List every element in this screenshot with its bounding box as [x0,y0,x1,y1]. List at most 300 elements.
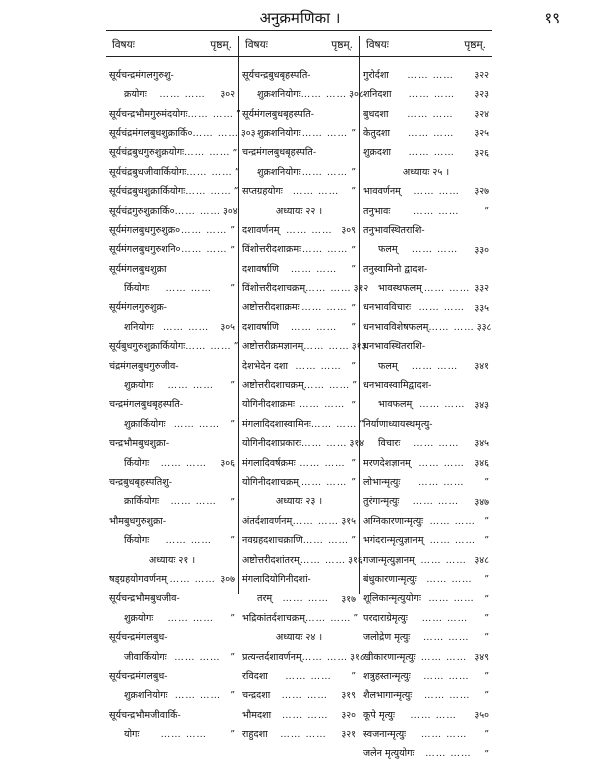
index-entry [239,216,359,235]
entry-title: अष्टोत्तरीक्रमज्ञानम् [242,341,304,353]
entry-page-number: ३०४ [223,205,238,217]
column-header-subject: विषयः [112,39,135,51]
entry-page-number: ३१४ [349,438,365,450]
entry-title: अध्यायः २२ । [275,205,323,217]
entry-title: विंशोत्तरीदशाक्रमः [242,244,302,256]
entry-page-number: ३०८ [349,89,364,101]
entry-title: नवग्रहदशाचक्राणि [242,535,303,547]
index-entry [360,623,492,642]
leader-dots: …… …… [180,224,228,236]
index-entry [239,391,359,410]
entry-title: र्कियोगः [124,457,150,469]
index-entry [239,526,359,545]
index-entry [360,488,492,507]
leader-dots: …… …… [301,302,348,314]
index-entry [106,139,238,158]
index-entry [360,80,492,99]
entry-page-number: ” [230,690,235,702]
entry-page-number: ३०२ [220,89,235,101]
leader-dots: …… …… [305,283,352,295]
entry-page-number: ३२६ [474,147,489,159]
column-header-subject: विषयः [245,39,268,51]
entry-title: गुरोर्दशा [363,69,389,81]
entry-title: सूर्यमंगलगुरुशुक्र- [109,302,167,314]
index-entry [360,565,492,584]
entry-title: भगंदरान्मृत्युज्ञानम् [363,535,424,547]
leader-dots: …… …… [167,612,214,624]
entry-title: धनभावविशेषफलम् [363,321,429,333]
entry-title: मंगलादियोगिनीदशां- [242,573,311,585]
entry-title: जीवार्कियोगः [124,651,167,663]
entry-page-number: ” [230,283,235,295]
index-entry [239,100,359,119]
column-header-page: पृष्ठम्. [210,39,232,51]
entry-title: बंधुकारणान्मृत्युः [363,573,417,585]
entry-page-number: ३४६ [474,457,489,469]
leader-dots: …… …… [290,263,338,275]
index-entry [360,158,492,177]
entry-title: सूर्यचन्द्रमंगलबुध- [109,632,168,644]
entry-page-number: ” [484,690,489,702]
entry-page-number: ३०३ [240,128,256,140]
index-entry [360,294,492,313]
index-entry [239,604,359,623]
entry-page-number: ” [351,186,356,198]
leader-dots: …… …… [185,341,232,353]
entry-title: दशावर्णनम् [242,224,280,236]
column-entries [360,57,492,759]
leader-dots: …… …… [286,224,333,236]
entry-title: सूर्यचंद्रमंगलबुधशुक्रार्कि० [109,127,193,139]
index-entry [239,158,359,177]
index-entry [106,236,238,255]
index-entry [106,565,238,584]
entry-title: योगिनीदशाचक्रम् [242,477,300,488]
leader-dots: …… …… [407,108,454,120]
entry-page-number: ” [230,612,235,624]
entry-title: कूपे मृत्युः [363,709,395,721]
index-entry [106,255,238,274]
index-entry [360,255,492,274]
entry-page-number: ३०९ [341,225,356,237]
index-entry [239,255,359,274]
entry-page-number: ” [484,632,489,644]
index-entry [360,526,492,545]
leader-dots: …… …… [281,690,329,702]
entry-page-number: ” [351,263,356,275]
index-entry [360,216,492,235]
entry-title: तनुभावः [363,205,391,217]
index-columns [106,36,492,760]
leader-dots: …… …… [310,418,358,430]
entry-title: सूर्यचन्द्रमंगलबुध- [109,670,168,682]
index-entry [106,701,238,720]
entry-title: सूर्यचन्द्रभौमबुधजीव- [109,593,180,605]
index-entry [106,371,238,390]
entry-title: विचारः [378,438,401,450]
leader-dots: …… …… [298,399,346,411]
leader-dots: …… …… [159,89,206,101]
entry-page-number: ३४८ [474,554,489,566]
entry-title: र्कियोगः [124,283,150,295]
leader-dots: …… …… [407,69,454,81]
entry-page-number: ” [235,108,241,120]
index-entry [360,139,492,158]
page-title: अनुक्रमणिका । [259,9,341,27]
entry-page-number: ३१५ [341,515,356,527]
index-entry [106,177,238,196]
index-entry [360,352,492,371]
entry-title: शुक्रशनियोगः [257,166,301,178]
index-entry [239,720,359,739]
entry-title: मंगलादिदशास्वामिनः [242,418,311,430]
index-entry [239,313,359,332]
index-entry [239,546,363,566]
entry-page-number: ” [232,147,238,159]
entry-page-number: ” [484,671,489,683]
index-entry [239,197,359,216]
entry-page-number: ३३८ [476,322,492,334]
index-entry [360,507,492,526]
index-entry [239,643,365,663]
leader-dots: …… …… [411,244,459,256]
entry-title: शुक्रयोगः [124,380,154,392]
leader-dots: …… …… [413,205,460,217]
entry-title: अष्टोत्तरीदशाचक्रम् [242,380,304,392]
entry-title: शुक्रशनियोगः [257,89,301,101]
entry-title: योगः [124,729,140,741]
index-entry [106,623,238,642]
index-entry [239,294,359,313]
leader-dots: …… …… [174,651,221,663]
leader-dots: …… …… [299,554,347,566]
index-entry [106,643,238,662]
index-entry [106,662,238,681]
index-entry [239,565,359,584]
entry-page-number: ” [484,574,489,586]
index-entry [360,585,492,604]
index-entry [239,429,365,450]
leader-dots: …… …… [428,321,475,333]
entry-title: क्रयोगः [124,89,147,101]
entry-title: भावस्थफलम् [378,283,422,295]
column-header [239,36,359,57]
entry-page-number: ३३५ [474,302,489,314]
entry-title: अध्यायः २१ । [148,554,196,566]
entry-title: निर्याणाध्यायस्थमृत्यु- [363,418,433,430]
index-entry [106,100,241,120]
index-entry [239,332,367,353]
entry-title: रविदशा [242,670,268,682]
leader-dots: …… …… [301,244,349,256]
entry-page-number: ३१२ [353,283,369,295]
entry-title: तनुभावस्थितराशि- [363,224,425,236]
entry-page-number: ३०५ [220,322,235,334]
leader-dots: …… …… [285,670,332,682]
entry-title: स्वजनान्मृत्युः [363,729,407,741]
entry-title: शत्रुहस्तान्मृत्युः [363,670,411,682]
leader-dots: …… …… [304,612,352,624]
entry-title: भावफलम् [378,399,413,411]
index-entry [239,371,359,390]
entry-page-number: ३४५ [474,438,489,450]
leader-dots: …… …… [423,283,471,295]
index-entry [360,429,492,448]
entry-page-number: ३२० [341,709,356,721]
entry-title: शूलिकान्मृत्युयोगः [363,593,421,605]
index-entry [106,391,238,410]
leader-dots: …… …… [186,166,233,178]
entry-title: अष्टोत्तरीदशाक्रमः [242,302,300,314]
entry-page-number: ” [351,244,356,256]
leader-dots: …… …… [423,690,471,702]
index-entry [106,546,238,565]
leader-dots: …… …… [290,321,338,333]
index-entry [360,236,492,255]
index-entry [360,61,492,80]
index-entry [360,391,492,410]
entry-page-number: ” [351,322,356,334]
index-entry [239,449,359,468]
entry-title: शनियोगः [124,321,154,333]
index-entry [360,332,492,351]
leader-dots: …… …… [184,147,231,159]
leader-dots: …… …… [169,573,216,585]
index-entry [360,410,492,429]
entry-title: मरणदेशज्ञानम् [363,457,411,469]
index-entry [360,720,492,739]
leader-dots: …… …… [418,457,465,469]
index-entry [360,177,492,196]
entry-page-number: ३१३ [351,341,367,353]
leader-dots: …… …… [173,418,221,430]
entry-title: फलम् [378,244,398,256]
entry-page-number: ” [351,128,356,140]
leader-dots: …… …… [181,244,228,256]
entry-page-number: ” [234,166,240,178]
entry-title: सूर्यचंद्रगुरुशुक्रार्कि० [109,205,175,217]
leader-dots: …… …… [185,186,232,198]
entry-page-number: ” [351,477,356,489]
entry-page-number: ” [351,302,356,314]
entry-title: र्कियोगः [124,535,150,547]
entry-title: गजान्मृत्युज्ञानम् [363,554,415,566]
entry-page-number: ” [484,477,489,489]
page-number: १९ [544,9,560,27]
entry-title: शुक्रशनियोगः [257,127,301,139]
entry-title: सूर्यचन्द्रभौमगुरुमंदयोगः [109,108,188,120]
entry-title: देशभेदेन दशा [242,360,288,372]
entry-page-number: ” [230,380,235,392]
entry-page-number: ३०६ [220,457,235,469]
leader-dots: …… …… [413,186,460,198]
entry-page-number: ३२७ [474,186,489,198]
leader-dots: …… …… [295,360,342,372]
entry-title: शुक्रार्कियोगः [124,418,166,430]
entry-page-number: ” [359,419,365,431]
leader-dots: …… …… [160,729,208,741]
entry-title: अंतर्दशावर्णनम् [242,515,293,527]
index-entry [360,449,492,468]
index-entry [360,682,492,701]
entry-page-number: ” [352,380,357,392]
leader-dots: …… …… [165,283,212,295]
index-entry [106,352,238,371]
leader-dots: …… …… [292,515,340,527]
entry-title: चंद्रमंगलबुधगुरुजीव- [109,360,179,372]
entry-title: अग्निकारणान्मृत्युः [363,515,424,527]
entry-title: योगिनीदशाक्रमः [242,399,295,411]
entry-title: भौमदशा [242,709,272,721]
leader-dots: …… …… [187,108,234,120]
entry-title: सप्तग्रहयोगः [242,186,283,198]
leader-dots: …… …… [429,535,477,547]
entry-page-number: ” [230,225,235,237]
entry-title: मंगलादिवर्षक्रमः [242,457,296,469]
entry-page-number: ३१८ [350,651,365,663]
entry-title: भद्रिकांतर्दशाचक्रम् [242,612,305,624]
entry-title: भौमबुधगुरुशुक्रा- [109,515,167,527]
entry-page-number: ३३० [474,244,489,256]
column-header [106,36,238,57]
entry-title: सूर्यमंगलबुधगुरुशनि० [109,244,181,256]
header-rule [106,30,492,31]
entry-page-number: ३१६ [348,554,363,566]
leader-dots: …… …… [302,535,350,547]
entry-page-number: ३२२ [474,69,489,81]
leader-dots: …… …… [300,89,348,101]
entry-page-number: ” [230,496,235,508]
leader-dots: …… …… [412,496,460,508]
column-header-page: पृष्ठम्. [331,39,353,51]
index-entry [360,468,492,487]
index-entry [239,177,359,196]
entry-page-number: ३४७ [474,496,489,508]
leader-dots: …… …… [280,729,327,741]
index-entry [106,119,256,140]
leader-dots: …… …… [407,127,455,139]
column-header [360,36,492,57]
leader-dots: …… …… [419,399,466,411]
entry-title: सूर्यचन्द्रभौमजीवार्कि- [109,709,181,721]
leader-dots: …… …… [422,632,470,644]
entry-title: क्रार्कियोगः [124,496,160,508]
leader-dots: …… …… [408,147,455,159]
entry-page-number: ” [484,748,489,760]
entry-title: दशावर्षाणि [242,263,279,275]
leader-dots: …… …… [303,341,350,353]
entry-title: चन्द्रमंगलबुधबृहस्पति- [242,147,317,159]
entry-title: प्रत्यन्तर्दशावर्णनम् [242,651,302,663]
entry-title: चन्द्रदशा [242,690,271,702]
entry-page-number: ३१९ [341,690,356,702]
index-entry [239,488,359,507]
leader-dots: …… …… [301,166,349,178]
entry-page-number: ” [484,612,489,624]
entry-page-number: ” [230,244,235,256]
index-entry [106,294,238,313]
index-entry [106,332,238,351]
entry-page-number: ३०७ [220,574,235,586]
entry-title: सूर्यमंगलबुधशुक्रा [109,263,167,275]
index-entry [106,197,238,216]
index-entry [106,61,238,80]
index-entry [239,236,359,255]
leader-dots: …… …… [301,127,349,139]
leader-dots: …… …… [420,651,468,663]
index-entry [239,701,359,720]
leader-dots: …… …… [420,554,467,566]
entry-page-number: ” [351,399,356,411]
leader-dots: …… …… [408,89,456,101]
entry-page-number: ” [351,166,356,178]
index-entry [360,100,492,119]
index-entry [239,468,359,487]
entry-page-number: ३४९ [474,651,489,663]
leader-dots: …… …… [160,457,208,469]
entry-title: जलोद्रेण मृत्युः [363,632,411,644]
index-entry [360,371,492,390]
entry-title: षड्ग्रहयोगवर्णनम् [109,573,167,585]
leader-dots: …… …… [299,457,346,469]
entry-title: शनिदशा [363,89,392,101]
entry-title: सूर्यचंद्रबुधगुरुशुक्रयोगः [109,147,185,159]
entry-page-number: ” [230,729,235,741]
entry-title: चन्द्रबुधबृहस्पतिशु- [109,477,173,488]
entry-title: दशावर्षाणि [242,321,279,333]
leader-dots: …… …… [303,380,351,392]
leader-dots: …… …… [425,748,472,760]
leader-dots: …… …… [192,127,239,139]
entry-title: धनभावविचारः [363,302,412,314]
entry-title: विंशोत्तरीदशाचक्रम् [242,283,306,295]
entry-title: फलम् [378,360,398,372]
leader-dots: …… …… [174,205,222,217]
index-entry [106,274,238,293]
index-entry [360,197,492,216]
leader-dots: …… …… [174,690,222,702]
index-entry [106,468,238,487]
entry-title: केतुदशा [363,127,390,139]
leader-dots: …… …… [282,709,329,721]
index-entry [239,507,359,526]
index-entry [106,80,238,99]
entry-page-number: ” [230,419,235,431]
index-entry [239,585,359,604]
entry-title: सूर्यचन्द्रबुधबृहस्पति- [242,69,311,81]
entry-title: सूर्यचन्द्रमंगलगुरुशु- [109,69,174,81]
entry-page-number: ” [351,535,356,547]
index-entry [106,526,238,545]
entry-title: धनभावस्वामिद्वादश- [363,380,432,392]
leader-dots: …… …… [292,186,340,198]
leader-dots: …… …… [301,438,348,450]
index-entry [106,507,238,526]
entry-title: राहुदशा [242,729,268,741]
entry-page-number: ३२४ [474,108,489,120]
leader-dots: …… …… [413,438,460,450]
index-entry [106,449,238,468]
leader-dots: …… …… [418,477,465,488]
index-entry [360,740,492,759]
entry-title: सूर्यबुधगुरुशुक्रार्कियोगः [109,341,186,353]
index-entry [360,546,492,565]
leader-dots: …… …… [411,360,459,372]
entry-page-number: ३२५ [474,128,489,140]
index-entry [106,429,238,448]
index-entry [106,216,238,235]
entry-page-number: ” [484,535,489,547]
